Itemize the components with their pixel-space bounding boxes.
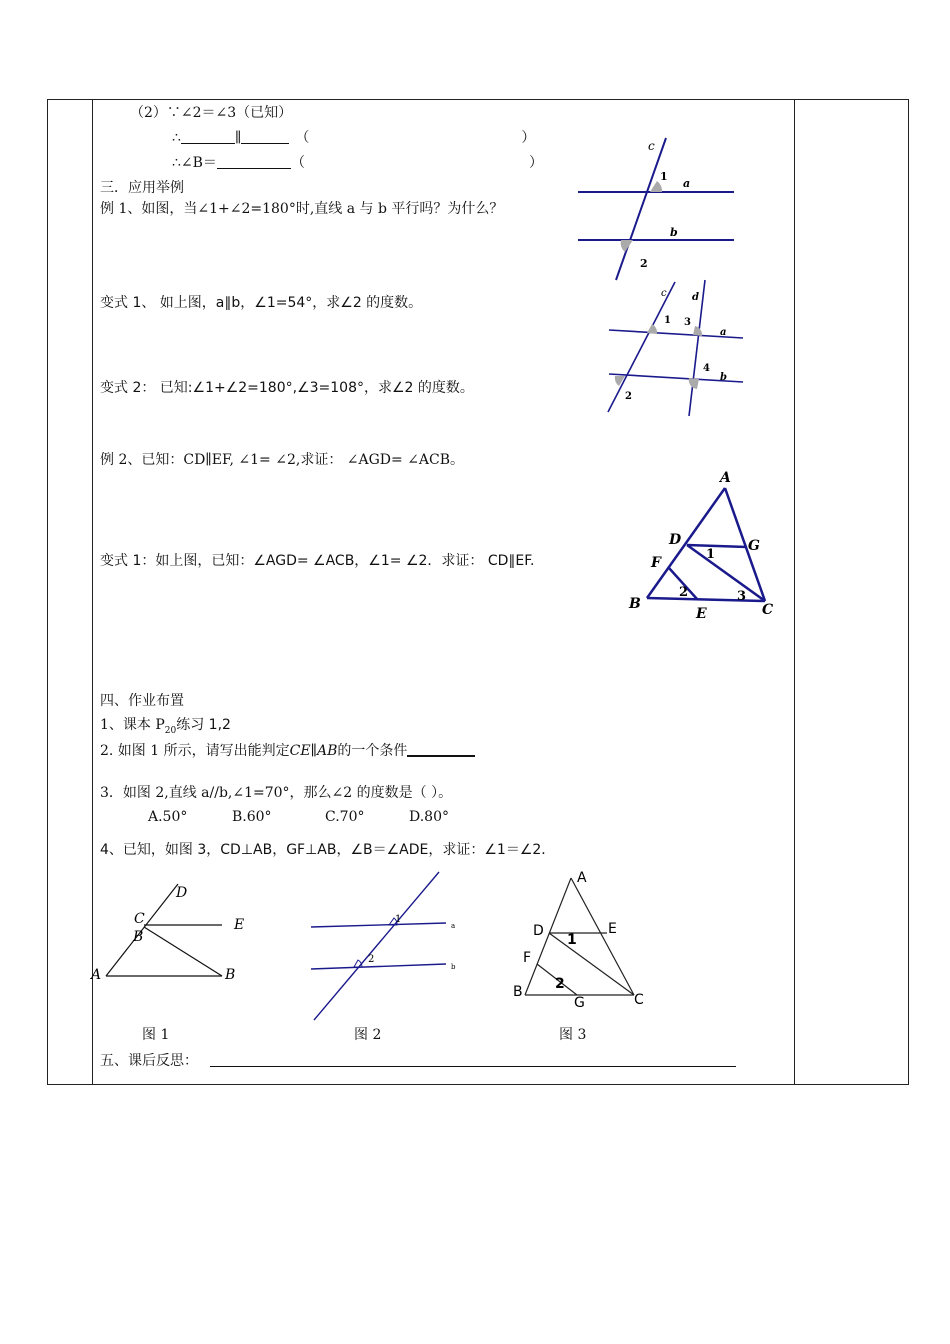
- label-2: 2: [625, 391, 632, 402]
- label-F: F: [523, 950, 532, 966]
- label-B: B: [629, 596, 641, 612]
- figure-2-caption: 图 2: [354, 1027, 382, 1043]
- homework-2: 2. 如图 1 所示，请写出能判定CE∥AB的一个条件: [100, 741, 475, 760]
- label-A: A: [91, 967, 102, 983]
- variant-3: 变式 1：如上图，已知：∠AGD= ∠ACB，∠1= ∠2．求证： CD∥EF.: [100, 553, 535, 569]
- homework-1: 1、课本 $P_{20}$练习 1,2: [100, 717, 231, 736]
- example-2: 例 2、已知：CD∥EF, ∠1= ∠2,求证： ∠AGD= ∠ACB。: [100, 452, 465, 468]
- answer-blank[interactable]: [217, 154, 291, 169]
- label-B: B: [513, 984, 523, 1000]
- section-title-5: 五、课后反思：: [100, 1052, 736, 1070]
- figure-parallel-lines-b: [603, 278, 748, 418]
- label-a: a: [451, 922, 456, 930]
- label-b: b: [670, 226, 678, 239]
- label-1: 1: [395, 914, 402, 925]
- label-B: B: [133, 929, 144, 945]
- section-title-4: 四、作业布置: [100, 693, 184, 709]
- label-a: a: [720, 327, 727, 338]
- answer-blank[interactable]: [181, 129, 235, 144]
- label-E: E: [696, 606, 707, 622]
- reason-line-1: （2）∵∠2＝∠3（已知）: [130, 105, 293, 121]
- label-3: 3: [684, 317, 691, 328]
- label-D: D: [533, 923, 544, 939]
- homework-3: 3．如图 2,直线 a//b,∠1=70°，那么∠2 的度数是（ ）。: [100, 785, 453, 801]
- column-divider-right: [794, 99, 795, 1085]
- answer-blank[interactable]: [407, 741, 475, 757]
- choice-c: C.70°: [325, 809, 365, 825]
- label-F: F: [651, 555, 661, 571]
- label-D: D: [176, 885, 188, 901]
- reason-line-2: ∴ ∥ （ ）: [172, 130, 536, 146]
- reason-line-3: ∴∠B＝ （ ）: [172, 155, 543, 171]
- label-E: E: [608, 921, 617, 937]
- label-C: C: [134, 911, 145, 927]
- label-c: c: [648, 139, 655, 153]
- label-A: A: [577, 870, 587, 886]
- label-c: c: [661, 288, 667, 299]
- example-1: 例 1、如图，当∠1+∠2=180°时,直线 a 与 b 平行吗？为什么？: [100, 201, 504, 217]
- choice-d: D.80°: [409, 809, 449, 825]
- label-2: 2: [640, 257, 648, 270]
- figure-1-caption: 图 1: [142, 1027, 170, 1043]
- label-G: G: [574, 995, 585, 1011]
- label-E: E: [234, 917, 245, 933]
- figure-3-caption: 图 3: [559, 1027, 587, 1043]
- label-D: D: [669, 532, 682, 548]
- homework-4: 4、已知，如图 3，CD⊥AB，GF⊥AB，∠B＝∠ADE，求证：∠1＝∠2．: [100, 842, 556, 858]
- figure-parallel-lines-a: [570, 130, 745, 285]
- label-a: a: [683, 177, 691, 190]
- label-b: b: [451, 963, 456, 971]
- reflection-blank[interactable]: [210, 1052, 736, 1067]
- label-2: 2: [368, 954, 375, 965]
- figure-triangle-abc: [620, 468, 785, 628]
- label-1: 1: [660, 170, 668, 183]
- label-b: b: [720, 372, 727, 383]
- variant-1: 变式 1、 如上图，a∥b，∠1=54°，求∠2 的度数。: [100, 295, 423, 311]
- label-C: C: [762, 602, 774, 618]
- label-B: B: [225, 967, 236, 983]
- variant-2: 变式 2： 已知:∠1+∠2=180°,∠3=108°，求∠2 的度数。: [100, 380, 474, 396]
- figure-1: [88, 878, 258, 988]
- label-4: 4: [703, 363, 710, 374]
- label-1: 1: [706, 547, 716, 562]
- label-2: 2: [679, 585, 689, 600]
- answer-blank[interactable]: [241, 129, 289, 144]
- choice-b: B.60°: [232, 809, 272, 825]
- label-1: 1: [664, 315, 671, 326]
- label-C: C: [634, 992, 644, 1008]
- choice-a: A.50°: [148, 809, 188, 825]
- section-title-3: 三．应用举例: [100, 180, 184, 196]
- label-d: d: [692, 292, 699, 303]
- figure-3: [505, 868, 650, 1013]
- label-2: 2: [555, 976, 565, 992]
- label-G: G: [748, 538, 760, 554]
- label-A: A: [720, 470, 731, 486]
- label-1: 1: [567, 932, 577, 948]
- figure-2: [305, 870, 465, 1026]
- label-3: 3: [737, 589, 747, 604]
